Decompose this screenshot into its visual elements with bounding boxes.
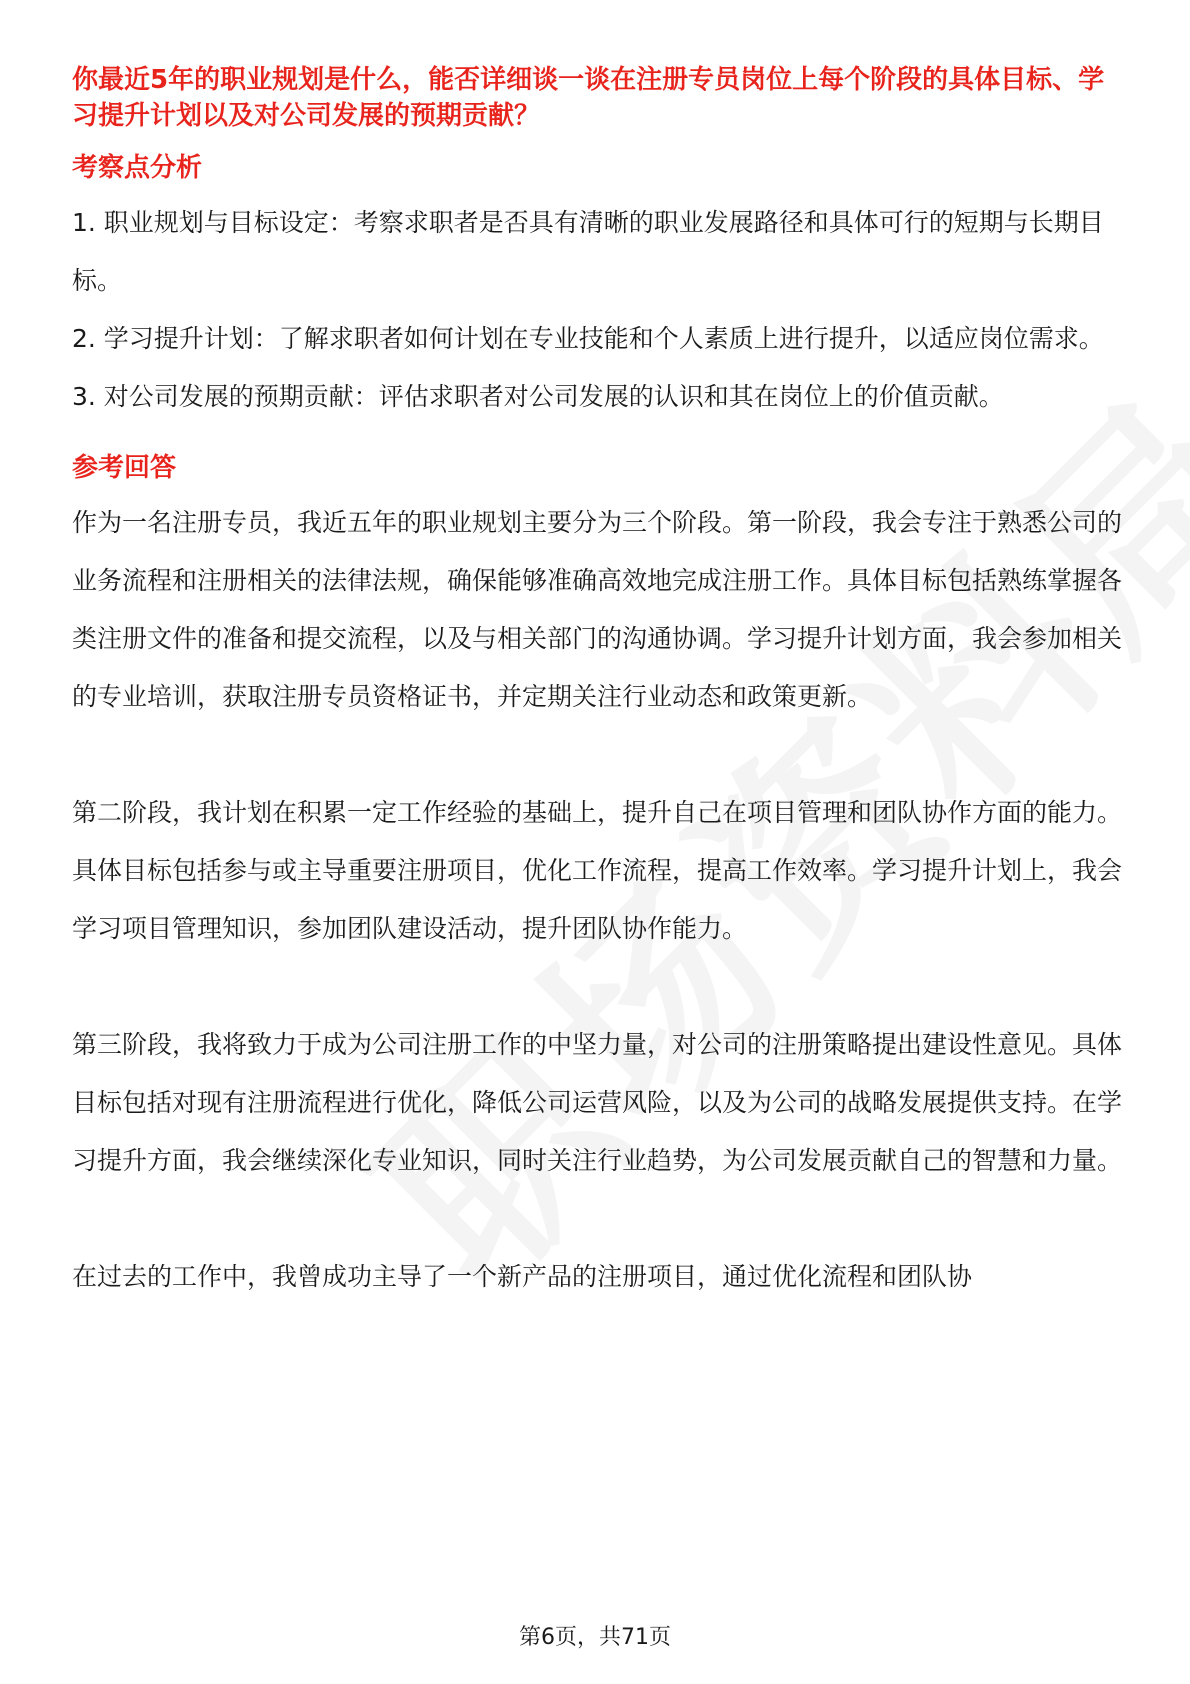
analysis-title: 考察点分析 — [72, 153, 203, 183]
page-number: 第6页，共71页 — [519, 1625, 671, 1650]
answer-paragraph: 第二阶段，我计划在积累一定工作经验的基础上，提升自己在项目管理和团队协作方面的能力。具体目标包括参与或主导重要注册项目，优化工作流程，提高工作效率。学习提升计划上，我会学习项目管理知识，参加团队建设活动，提升团队协作能力。 — [72, 798, 1123, 943]
analysis-point: 3. 对公司发展的预期贡献：评估求职者对公司发展的认识和其在岗位上的价值贡献。 — [72, 382, 1004, 411]
answer-paragraph: 作为一名注册专员，我近五年的职业规划主要分为三个阶段。第一阶段，我会专注于熟悉公司的业务流程和注册相关的法律法规，确保能够准确高效地完成注册工作。具体目标包括熟练掌握各类注册文件的准备和提交流程，以及与相关部门的沟通协调。学习提升计划方面，我会参加相关的专业培训，获取注册专员资格证书，并定期关注行业动态和政策更新。 — [72, 508, 1123, 711]
document-page — [72, 62, 1122, 1306]
question-heading: 你最近5年的职业规划是什么，能否详细谈一谈在注册专员岗位上每个阶段的具体目标、学习提升计划以及对公司发展的预期贡献？ — [72, 65, 1105, 131]
analysis-points — [72, 194, 1122, 426]
analysis-point: 2. 学习提升计划：了解求职者如何计划在专业技能和个人素质上进行提升，以适应岗位需求。 — [72, 324, 1104, 353]
answer-paragraph: 第三阶段，我将致力于成为公司注册工作的中坚力量，对公司的注册策略提出建设性意见。具体目标包括对现有注册流程进行优化，降低公司运营风险，以及为公司的战略发展提供支持。在学习提升方面，我会继续深化专业知识，同时关注行业趋势，为公司发展贡献自己的智慧和力量。 — [72, 1030, 1123, 1175]
answer-paragraph: 在过去的工作中，我曾成功主导了一个新产品的注册项目，通过优化流程和团队协 — [72, 1262, 973, 1291]
analysis-point: 1. 职业规划与目标设定：考察求职者是否具有清晰的职业发展路径和具体可行的短期与长期目标。 — [72, 208, 1104, 295]
answer-title: 参考回答 — [72, 453, 177, 483]
